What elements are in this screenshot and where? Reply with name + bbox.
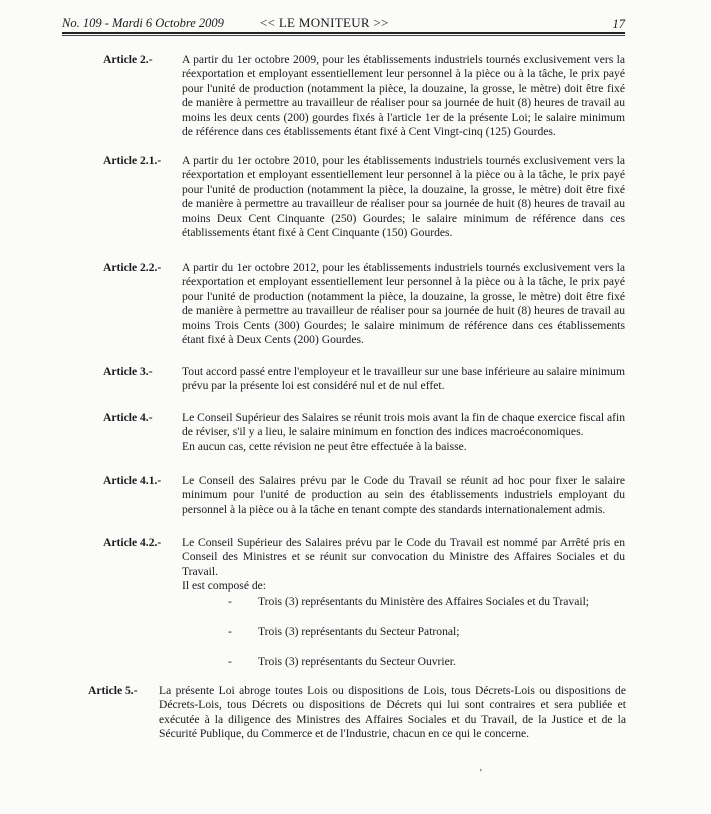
article-label: Article 4.2.- [103, 536, 162, 549]
page-header [62, 14, 625, 34]
article-text [182, 261, 625, 347]
article-label: Article 2.- [103, 53, 153, 66]
article-paragraph: La présente Loi abroge toutes Lois ou dispositions de Lois, tous Décrets-Lois ou dispositions de Décrets-Lois, tous Décrets ou dispositions de Décrets qui lui sont contraires et sera publiée et exécutée à la diligence des Ministres des Affaires Sociales et du Travail, de la Justice et de la Sécurité Publique, du Commerce et de l'Industrie, chacun en ce qui le concerne. [159, 684, 626, 741]
article-text [182, 411, 625, 454]
article-label: Article 2.1.- [103, 154, 162, 167]
list-dash: - [228, 625, 232, 638]
article-text [182, 474, 625, 517]
article-text [159, 684, 626, 742]
article-text [182, 53, 625, 139]
article-label: Article 3.- [103, 365, 153, 378]
list-dash: - [228, 655, 232, 668]
publication-title: << LE MONITEUR >> [260, 15, 389, 30]
article-paragraph: A partir du 1er octobre 2012, pour les établissements industriels tournés exclusivement vers la réexportation et employant essentiellement leur personnel à la pièce ou à la tâche, le prix payé pour l'unité de production (notamment la pièce, la douzaine, la grosse, le mètre) doit être fixé de manière à permettre au travailleur de réaliser pour sa journée de huit (8) heures de travail au moins Trois Cents (300) Gourdes; le salaire minimum de référence dans ces établissements étant fixé à Deux Cents (200) Gourdes. [182, 261, 625, 347]
header-rule [62, 32, 625, 36]
article-text [182, 365, 625, 394]
list-item-text: Trois (3) représentants du Secteur Ouvrier. [258, 655, 456, 668]
article-text [182, 154, 625, 240]
article-paragraph: En aucun cas, cette révision ne peut être effectuée à la baisse. [182, 439, 467, 453]
article-text [182, 536, 625, 594]
article-label: Article 2.2.- [103, 261, 162, 274]
article-label: Article 4.1.- [103, 474, 162, 487]
article-paragraph: Le Conseil des Salaires prévu par le Code du Travail se réunit ad hoc pour fixer le salaire minimum pour l'unité de production au sein des établissements industriels employant du personnel à la pièce ou à la tâche en tenant compte des standards internationalement admis. [182, 474, 625, 516]
list-item-text: Trois (3) représentants du Ministère des Affaires Sociales et du Travail; [258, 595, 590, 608]
article-label: Article 4.- [103, 411, 153, 424]
article-paragraph: Le Conseil Supérieur des Salaires prévu par le Code du Travail est nommé par Arrêté pris en Conseil des Ministres et se réunit sur convocation du Ministre des Affaires Sociales et du Travail. [182, 536, 625, 578]
issue-date: No. 109 - Mardi 6 Octobre 2009 [62, 16, 224, 30]
article-label: Article 5.- [88, 684, 138, 697]
article-paragraph: A partir du 1er octobre 2010, pour les établissements industriels tournés exclusivement vers la réexportation et employant essentiellement leur personnel à la pièce ou à la tâche, le prix payé pour l'unité de production (notamment la pièce, la douzaine, la grosse, le mètre) doit être fixé de manière à permettre au travailleur de réaliser pour sa journée de huit (8) heures de travail au moins Deux Cent Cinquante (250) Gourdes; le salaire minimum de référence dans ces établissements étant fixé à Cent Cinquante (150) Gourdes. [182, 154, 625, 240]
list-dash: - [228, 595, 232, 608]
article-paragraph: A partir du 1er octobre 2009, pour les établissements industriels tournés exclusivement vers la réexportation et employant essentiellement leur personnel à la pièce ou à la tâche, le prix payé pour l'unité de production (notamment la pièce, la douzaine, la grosse, le mètre) doit être fixé de manière à permettre au travailleur de réaliser pour sa journée de huit (8) heures de travail au moins les deux cents (200) gourdes fixés à l'article 1er de la présente Loi; le salaire minimum de référence dans ces établissements étant fixé à Cent Vingt-cinq (125) Gourdes. [182, 53, 625, 139]
page-number: 17 [612, 17, 625, 31]
stray-mark: ' [480, 768, 482, 779]
list-item-text: Trois (3) représentants du Secteur Patronal; [258, 625, 460, 638]
article-paragraph: Tout accord passé entre l'employeur et le travailleur sur une base inférieure au salaire minimum prévu par la présente loi est considéré nul et de nul effet. [182, 365, 625, 393]
article-paragraph: Il est composé de: [182, 579, 267, 593]
article-paragraph: Le Conseil Supérieur des Salaires se réunit trois mois avant la fin de chaque exercice fiscal afin de réviser, s'il y a lieu, le salaire minimum en fonction des indices macroéconomiques. [182, 411, 625, 439]
